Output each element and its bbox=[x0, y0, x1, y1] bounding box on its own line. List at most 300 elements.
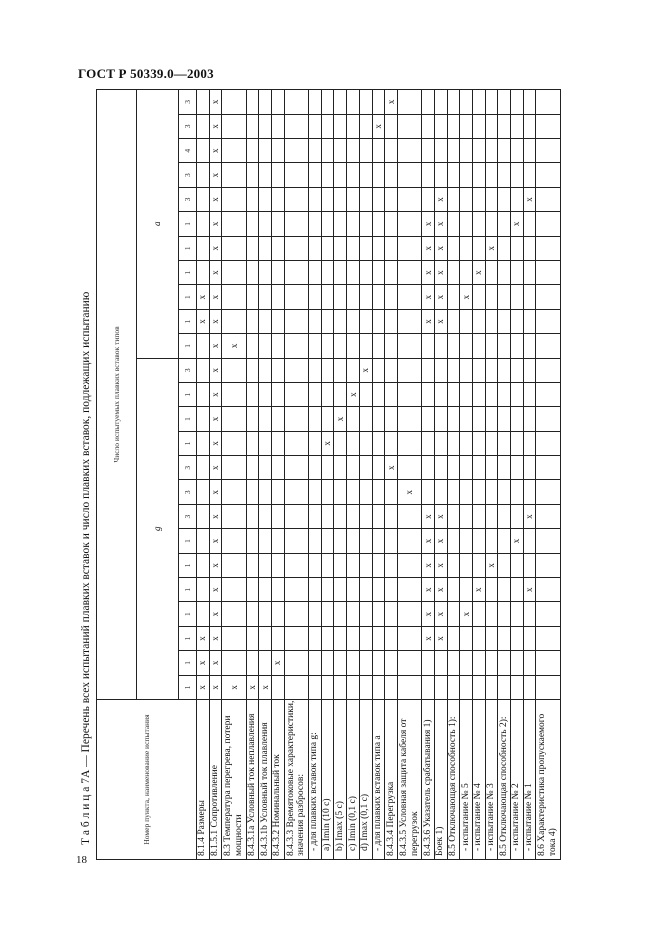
column-header-test-name: Номер пункта, наименование испытания bbox=[97, 700, 197, 860]
mark-cell bbox=[259, 456, 272, 480]
mark-cell bbox=[272, 382, 285, 406]
mark-cell bbox=[197, 382, 210, 406]
table-row bbox=[209, 90, 222, 860]
mark-cell bbox=[422, 334, 435, 358]
mark-cell bbox=[272, 431, 285, 455]
mark-cell: х bbox=[209, 90, 222, 115]
mark-cell bbox=[347, 260, 360, 284]
mark-cell: х bbox=[385, 90, 398, 115]
mark-cell bbox=[359, 529, 372, 553]
mark-cell bbox=[347, 480, 360, 504]
mark-cell bbox=[434, 334, 447, 358]
table-row bbox=[222, 90, 246, 860]
mark-cell bbox=[334, 553, 347, 577]
mark-cell bbox=[485, 651, 498, 675]
mark-cell bbox=[511, 309, 524, 333]
mark-cell bbox=[385, 626, 398, 650]
mark-cell bbox=[397, 553, 421, 577]
mark-cell bbox=[422, 431, 435, 455]
mark-cell bbox=[511, 382, 524, 406]
test-matrix-table bbox=[96, 89, 561, 860]
mark-cell bbox=[334, 504, 347, 528]
mark-cell bbox=[485, 114, 498, 138]
mark-cell bbox=[347, 212, 360, 236]
mark-cell bbox=[385, 675, 398, 699]
mark-cell bbox=[309, 480, 322, 504]
mark-cell bbox=[284, 651, 308, 675]
mark-cell bbox=[511, 626, 524, 650]
mark-cell bbox=[359, 675, 372, 699]
mark-cell: х bbox=[385, 456, 398, 480]
count-cell: 1 bbox=[179, 578, 197, 602]
mark-cell bbox=[246, 285, 259, 309]
mark-cell bbox=[511, 114, 524, 138]
mark-cell: х bbox=[197, 675, 210, 699]
mark-cell: х bbox=[209, 431, 222, 455]
mark-cell bbox=[197, 260, 210, 284]
count-cell: 3 bbox=[179, 187, 197, 211]
mark-cell bbox=[385, 431, 398, 455]
mark-cell bbox=[485, 456, 498, 480]
mark-cell: х bbox=[209, 334, 222, 358]
mark-cell bbox=[347, 309, 360, 333]
mark-cell bbox=[321, 675, 334, 699]
test-name-cell: a) Imin (10 c) bbox=[321, 700, 334, 860]
test-name-cell: - для плавких вставок типа g: bbox=[309, 700, 322, 860]
mark-cell bbox=[284, 236, 308, 260]
mark-cell bbox=[359, 431, 372, 455]
test-name-cell: 8.4.3.6 Указатель срабатывания 1) bbox=[422, 700, 435, 860]
mark-cell bbox=[472, 163, 485, 187]
mark-cell bbox=[359, 456, 372, 480]
mark-cell bbox=[485, 187, 498, 211]
count-cell: 1 bbox=[179, 431, 197, 455]
mark-cell bbox=[197, 139, 210, 163]
mark-cell bbox=[397, 334, 421, 358]
mark-cell bbox=[197, 90, 210, 115]
mark-cell bbox=[321, 358, 334, 382]
mark-cell bbox=[246, 529, 259, 553]
mark-cell bbox=[284, 626, 308, 650]
table-row bbox=[321, 90, 334, 860]
mark-cell bbox=[485, 163, 498, 187]
mark-cell: х bbox=[372, 114, 385, 138]
table-row bbox=[259, 90, 272, 860]
mark-cell bbox=[334, 236, 347, 260]
mark-cell bbox=[334, 309, 347, 333]
mark-cell bbox=[472, 651, 485, 675]
test-name-cell: 8.5 Отключающая способность 2): bbox=[498, 700, 511, 860]
mark-cell bbox=[523, 431, 536, 455]
mark-cell bbox=[284, 578, 308, 602]
mark-cell bbox=[498, 456, 511, 480]
mark-cell bbox=[259, 285, 272, 309]
test-name-cell: 8.6 Характеристика пропускаемого тока 4) bbox=[536, 700, 561, 860]
count-cell: 3 bbox=[179, 90, 197, 115]
mark-cell bbox=[246, 431, 259, 455]
mark-cell bbox=[385, 578, 398, 602]
mark-cell bbox=[447, 285, 460, 309]
mark-cell bbox=[246, 602, 259, 626]
mark-cell bbox=[472, 602, 485, 626]
mark-cell: х bbox=[434, 602, 447, 626]
mark-cell bbox=[397, 236, 421, 260]
mark-cell bbox=[460, 553, 473, 577]
mark-cell bbox=[447, 456, 460, 480]
mark-cell bbox=[309, 431, 322, 455]
mark-cell bbox=[397, 212, 421, 236]
test-name-cell: - испытание № 1 bbox=[523, 700, 536, 860]
mark-cell bbox=[397, 139, 421, 163]
mark-cell bbox=[321, 456, 334, 480]
mark-cell bbox=[460, 578, 473, 602]
page-number: 18 bbox=[76, 854, 87, 866]
mark-cell bbox=[447, 651, 460, 675]
mark-cell: х bbox=[209, 480, 222, 504]
table-row bbox=[434, 90, 447, 860]
mark-cell bbox=[536, 431, 561, 455]
mark-cell bbox=[197, 114, 210, 138]
mark-cell bbox=[472, 407, 485, 431]
mark-cell bbox=[272, 602, 285, 626]
table-row bbox=[359, 90, 372, 860]
mark-cell bbox=[334, 334, 347, 358]
mark-cell bbox=[385, 504, 398, 528]
mark-cell bbox=[485, 602, 498, 626]
mark-cell bbox=[222, 285, 246, 309]
test-name-cell: 8.4.3.4 Перегрузка bbox=[385, 700, 398, 860]
mark-cell bbox=[485, 358, 498, 382]
mark-cell bbox=[284, 480, 308, 504]
mark-cell bbox=[447, 553, 460, 577]
mark-cell bbox=[485, 309, 498, 333]
mark-cell bbox=[272, 504, 285, 528]
mark-cell bbox=[246, 578, 259, 602]
mark-cell bbox=[246, 309, 259, 333]
mark-cell bbox=[447, 675, 460, 699]
mark-cell bbox=[321, 504, 334, 528]
mark-cell bbox=[321, 260, 334, 284]
mark-cell bbox=[309, 90, 322, 115]
mark-cell bbox=[422, 187, 435, 211]
mark-cell bbox=[385, 187, 398, 211]
mark-cell bbox=[359, 334, 372, 358]
mark-cell bbox=[385, 236, 398, 260]
mark-cell bbox=[222, 651, 246, 675]
mark-cell bbox=[222, 626, 246, 650]
mark-cell: х bbox=[422, 529, 435, 553]
mark-cell bbox=[447, 212, 460, 236]
mark-cell: х bbox=[334, 407, 347, 431]
mark-cell bbox=[372, 382, 385, 406]
mark-cell bbox=[222, 407, 246, 431]
mark-cell bbox=[334, 602, 347, 626]
mark-cell bbox=[472, 382, 485, 406]
mark-cell: х bbox=[209, 163, 222, 187]
mark-cell bbox=[246, 480, 259, 504]
mark-cell bbox=[272, 163, 285, 187]
mark-cell bbox=[347, 651, 360, 675]
mark-cell: х bbox=[434, 260, 447, 284]
mark-cell bbox=[309, 553, 322, 577]
mark-cell: х bbox=[272, 651, 285, 675]
mark-cell bbox=[460, 90, 473, 115]
count-cell: 1 bbox=[179, 236, 197, 260]
mark-cell bbox=[347, 285, 360, 309]
mark-cell bbox=[321, 334, 334, 358]
mark-cell bbox=[359, 309, 372, 333]
mark-cell bbox=[272, 114, 285, 138]
mark-cell bbox=[372, 212, 385, 236]
mark-cell bbox=[397, 382, 421, 406]
test-name-cell: 8.5 Отключающая способность 1): bbox=[447, 700, 460, 860]
mark-cell bbox=[222, 163, 246, 187]
mark-cell: х bbox=[209, 187, 222, 211]
table-row bbox=[347, 90, 360, 860]
mark-cell bbox=[498, 285, 511, 309]
mark-cell bbox=[422, 358, 435, 382]
mark-cell bbox=[536, 456, 561, 480]
mark-cell bbox=[523, 334, 536, 358]
mark-cell bbox=[259, 90, 272, 115]
mark-cell bbox=[498, 382, 511, 406]
mark-cell bbox=[197, 480, 210, 504]
mark-cell bbox=[259, 187, 272, 211]
mark-cell bbox=[447, 163, 460, 187]
mark-cell bbox=[259, 236, 272, 260]
mark-cell bbox=[372, 504, 385, 528]
count-cell: 3 bbox=[179, 358, 197, 382]
mark-cell bbox=[485, 675, 498, 699]
table-row bbox=[447, 90, 460, 860]
mark-cell bbox=[259, 260, 272, 284]
mark-cell bbox=[511, 407, 524, 431]
mark-cell bbox=[397, 504, 421, 528]
table-caption: Т а б л и ц а 7А — Перечень всех испытаний плавких вставок и число плавких вставок, подлежащих испытанию bbox=[80, 291, 92, 845]
mark-cell bbox=[447, 626, 460, 650]
mark-cell bbox=[536, 236, 561, 260]
mark-cell bbox=[397, 114, 421, 138]
mark-cell bbox=[472, 675, 485, 699]
count-cell: 1 bbox=[179, 675, 197, 699]
mark-cell: х bbox=[209, 236, 222, 260]
mark-cell bbox=[321, 651, 334, 675]
mark-cell bbox=[272, 139, 285, 163]
mark-cell bbox=[536, 90, 561, 115]
mark-cell: х bbox=[422, 260, 435, 284]
mark-cell bbox=[321, 139, 334, 163]
mark-cell: х bbox=[422, 578, 435, 602]
mark-cell bbox=[321, 407, 334, 431]
table-row bbox=[372, 90, 385, 860]
mark-cell bbox=[397, 163, 421, 187]
mark-cell bbox=[422, 407, 435, 431]
mark-cell bbox=[422, 675, 435, 699]
mark-cell bbox=[334, 651, 347, 675]
mark-cell bbox=[272, 285, 285, 309]
mark-cell: х bbox=[209, 114, 222, 138]
mark-cell bbox=[222, 382, 246, 406]
mark-cell bbox=[498, 407, 511, 431]
mark-cell bbox=[197, 358, 210, 382]
mark-cell bbox=[359, 407, 372, 431]
table-row bbox=[498, 90, 511, 860]
count-cell: 1 bbox=[179, 626, 197, 650]
mark-cell bbox=[511, 553, 524, 577]
mark-cell bbox=[472, 236, 485, 260]
mark-cell bbox=[523, 114, 536, 138]
mark-cell: х bbox=[222, 675, 246, 699]
mark-cell bbox=[536, 139, 561, 163]
mark-cell bbox=[246, 651, 259, 675]
mark-cell bbox=[447, 480, 460, 504]
mark-cell bbox=[259, 212, 272, 236]
mark-cell bbox=[259, 504, 272, 528]
mark-cell bbox=[372, 626, 385, 650]
test-name-cell: - испытание № 2 bbox=[511, 700, 524, 860]
mark-cell bbox=[372, 90, 385, 115]
mark-cell bbox=[359, 236, 372, 260]
mark-cell bbox=[523, 90, 536, 115]
mark-cell bbox=[385, 382, 398, 406]
mark-cell bbox=[272, 358, 285, 382]
mark-cell bbox=[434, 139, 447, 163]
mark-cell bbox=[434, 480, 447, 504]
mark-cell bbox=[472, 456, 485, 480]
mark-cell: х bbox=[347, 382, 360, 406]
mark-cell bbox=[472, 529, 485, 553]
mark-cell bbox=[309, 626, 322, 650]
mark-cell: х bbox=[472, 578, 485, 602]
mark-cell bbox=[309, 651, 322, 675]
mark-cell bbox=[347, 407, 360, 431]
mark-cell bbox=[397, 90, 421, 115]
mark-cell bbox=[372, 578, 385, 602]
test-name-cell: 8.3 Температура перегрева, потери мощности bbox=[222, 700, 246, 860]
mark-cell bbox=[397, 358, 421, 382]
mark-cell bbox=[284, 504, 308, 528]
mark-cell bbox=[385, 163, 398, 187]
mark-cell: х bbox=[434, 285, 447, 309]
mark-cell bbox=[536, 187, 561, 211]
mark-cell bbox=[372, 163, 385, 187]
mark-cell bbox=[511, 675, 524, 699]
mark-cell bbox=[385, 358, 398, 382]
mark-cell bbox=[523, 675, 536, 699]
mark-cell bbox=[222, 431, 246, 455]
mark-cell bbox=[347, 456, 360, 480]
mark-cell bbox=[434, 407, 447, 431]
mark-cell: х bbox=[511, 212, 524, 236]
mark-cell bbox=[485, 407, 498, 431]
mark-cell bbox=[272, 529, 285, 553]
mark-cell bbox=[422, 456, 435, 480]
mark-cell bbox=[309, 163, 322, 187]
mark-cell bbox=[498, 139, 511, 163]
mark-cell bbox=[309, 358, 322, 382]
mark-cell: х bbox=[397, 480, 421, 504]
mark-cell bbox=[511, 285, 524, 309]
mark-cell: х bbox=[422, 236, 435, 260]
mark-cell bbox=[447, 139, 460, 163]
mark-cell bbox=[472, 626, 485, 650]
mark-cell bbox=[460, 456, 473, 480]
mark-cell bbox=[246, 626, 259, 650]
mark-cell bbox=[222, 212, 246, 236]
mark-cell bbox=[397, 602, 421, 626]
mark-cell bbox=[347, 236, 360, 260]
mark-cell bbox=[246, 139, 259, 163]
mark-cell bbox=[472, 358, 485, 382]
mark-cell bbox=[511, 187, 524, 211]
mark-cell bbox=[259, 114, 272, 138]
mark-cell bbox=[485, 285, 498, 309]
mark-cell bbox=[536, 382, 561, 406]
mark-cell bbox=[347, 504, 360, 528]
mark-cell bbox=[536, 529, 561, 553]
mark-cell bbox=[321, 309, 334, 333]
mark-cell bbox=[309, 382, 322, 406]
mark-cell bbox=[447, 114, 460, 138]
mark-cell bbox=[272, 675, 285, 699]
table-row bbox=[197, 90, 210, 860]
mark-cell bbox=[334, 578, 347, 602]
mark-cell bbox=[536, 309, 561, 333]
mark-cell bbox=[460, 187, 473, 211]
mark-cell bbox=[536, 651, 561, 675]
mark-cell bbox=[284, 334, 308, 358]
mark-cell bbox=[385, 139, 398, 163]
mark-cell bbox=[498, 260, 511, 284]
mark-cell bbox=[284, 675, 308, 699]
mark-cell bbox=[447, 578, 460, 602]
mark-cell bbox=[460, 431, 473, 455]
mark-cell bbox=[498, 212, 511, 236]
mark-cell bbox=[434, 90, 447, 115]
mark-cell: х bbox=[422, 626, 435, 650]
mark-cell bbox=[523, 285, 536, 309]
mark-cell bbox=[284, 407, 308, 431]
mark-cell bbox=[284, 309, 308, 333]
mark-cell bbox=[284, 212, 308, 236]
mark-cell bbox=[498, 431, 511, 455]
mark-cell bbox=[309, 236, 322, 260]
test-name-cell: d) Imax (0,1 c) bbox=[359, 700, 372, 860]
mark-cell bbox=[197, 529, 210, 553]
mark-cell bbox=[321, 285, 334, 309]
mark-cell bbox=[272, 236, 285, 260]
mark-cell bbox=[498, 578, 511, 602]
mark-cell bbox=[536, 626, 561, 650]
count-cell: 3 bbox=[179, 480, 197, 504]
mark-cell: х bbox=[460, 285, 473, 309]
mark-cell bbox=[422, 90, 435, 115]
test-name-cell: b) Imax (5 c) bbox=[334, 700, 347, 860]
mark-cell bbox=[197, 456, 210, 480]
count-cell: 3 bbox=[179, 163, 197, 187]
mark-cell: х bbox=[460, 602, 473, 626]
mark-cell: х bbox=[209, 504, 222, 528]
mark-cell: х bbox=[523, 504, 536, 528]
mark-cell bbox=[259, 407, 272, 431]
mark-cell bbox=[397, 309, 421, 333]
mark-cell bbox=[447, 382, 460, 406]
mark-cell bbox=[246, 187, 259, 211]
mark-cell bbox=[472, 334, 485, 358]
mark-cell bbox=[460, 382, 473, 406]
mark-cell bbox=[284, 553, 308, 577]
count-cell: 1 bbox=[179, 309, 197, 333]
